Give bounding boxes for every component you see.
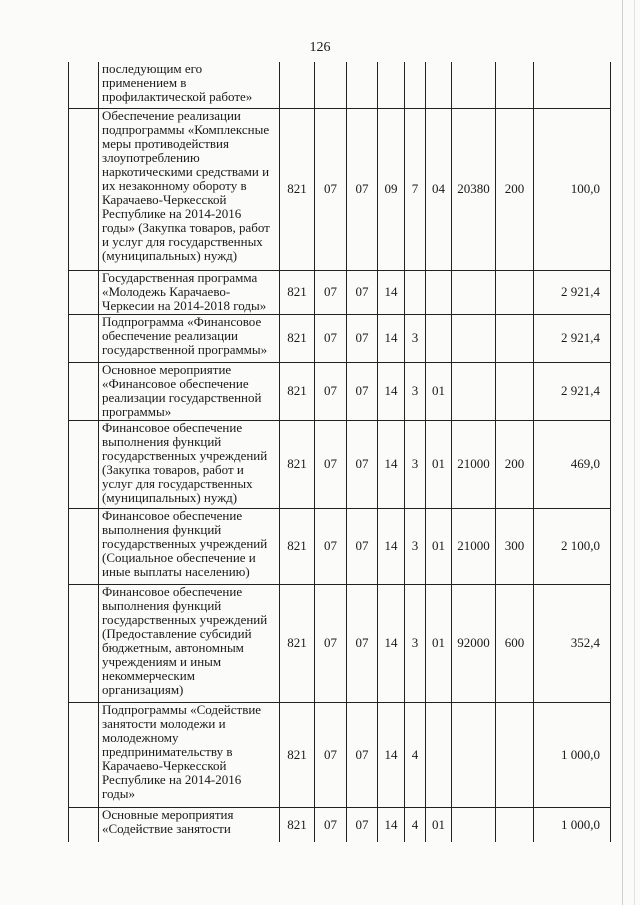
code-cell-c8 (496, 314, 534, 362)
item-name-cell: последующим его применением в профилактической работе» (99, 62, 280, 108)
code-cell-c8: 600 (496, 584, 534, 702)
code-cell-c2: 07 (315, 270, 347, 314)
item-name-cell: Основные мероприятия «Содействие занятости (99, 807, 280, 842)
code-cell-c4: 14 (378, 270, 405, 314)
amount-cell: 1 000,0 (534, 807, 611, 842)
code-cell-c5: 4 (405, 807, 426, 842)
table-row (69, 702, 611, 807)
code-cell-c2: 07 (315, 702, 347, 807)
code-cell-c4: 14 (378, 702, 405, 807)
code-cell-c7: 21000 (452, 420, 496, 508)
amount-cell: 2 921,4 (534, 362, 611, 420)
code-cell-c7: 20380 (452, 108, 496, 270)
code-cell-c2: 07 (315, 362, 347, 420)
code-cell-c2: 07 (315, 508, 347, 584)
code-cell-c5: 3 (405, 584, 426, 702)
code-cell-c3: 07 (347, 584, 378, 702)
code-cell-c6 (426, 314, 452, 362)
amount-cell (534, 62, 611, 108)
row-spacer-cell (69, 314, 99, 362)
table-row (69, 508, 611, 584)
code-cell-c4: 14 (378, 362, 405, 420)
page-number: 126 (309, 40, 331, 55)
code-cell-c6 (426, 270, 452, 314)
code-cell-c3: 07 (347, 508, 378, 584)
amount-cell: 2 921,4 (534, 314, 611, 362)
code-cell-c4 (378, 62, 405, 108)
row-spacer-cell (69, 508, 99, 584)
code-cell-c8: 200 (496, 420, 534, 508)
table-row (69, 584, 611, 702)
code-cell-c4: 14 (378, 508, 405, 584)
code-cell-c3: 07 (347, 314, 378, 362)
row-spacer-cell (69, 702, 99, 807)
code-cell-c5: 7 (405, 108, 426, 270)
code-cell-c3: 07 (347, 702, 378, 807)
code-cell-c1: 821 (280, 270, 315, 314)
code-cell-c1: 821 (280, 362, 315, 420)
code-cell-c1: 821 (280, 314, 315, 362)
row-spacer-cell (69, 108, 99, 270)
code-cell-c2: 07 (315, 108, 347, 270)
code-cell-c2: 07 (315, 420, 347, 508)
row-spacer-cell (69, 62, 99, 108)
scan-edge-line (634, 0, 635, 905)
code-cell-c4: 09 (378, 108, 405, 270)
row-spacer-cell (69, 584, 99, 702)
amount-cell: 352,4 (534, 584, 611, 702)
code-cell-c8 (496, 362, 534, 420)
code-cell-c8 (496, 270, 534, 314)
table-row (69, 270, 611, 314)
code-cell-c7 (452, 314, 496, 362)
item-name-cell: Финансовое обеспечение выполнения функций государственных учреждений (Предоставление субсидий бюджетным, автономным учреждениям и иным некоммерческим организациям) (99, 584, 280, 702)
code-cell-c3: 07 (347, 807, 378, 842)
code-cell-c6 (426, 702, 452, 807)
row-spacer-cell (69, 270, 99, 314)
amount-cell: 2 921,4 (534, 270, 611, 314)
code-cell-c3: 07 (347, 108, 378, 270)
code-cell-c5: 3 (405, 420, 426, 508)
row-spacer-cell (69, 807, 99, 842)
code-cell-c6 (426, 62, 452, 108)
code-cell-c7 (452, 807, 496, 842)
code-cell-c8 (496, 62, 534, 108)
code-cell-c5 (405, 270, 426, 314)
item-name-cell: Подпрограмма «Финансовое обеспечение реализации государственной программы» (99, 314, 280, 362)
code-cell-c5: 3 (405, 508, 426, 584)
code-cell-c5: 4 (405, 702, 426, 807)
item-name-cell: Государственная программа «Молодежь Карачаево-Черкесии на 2014-2018 годы» (99, 270, 280, 314)
code-cell-c6: 01 (426, 807, 452, 842)
code-cell-c7 (452, 362, 496, 420)
code-cell-c3: 07 (347, 270, 378, 314)
table-row (69, 420, 611, 508)
code-cell-c1: 821 (280, 420, 315, 508)
item-name-cell: Обеспечение реализации подпрограммы «Комплексные меры противодействия злоупотреблению наркотическими средствами и их незаконному обороту в Карачаево-Черкесской Республике на 2014-2016 годы» (Закупка товаров, работ и услуг для государственных (муниципальных) нужд) (99, 108, 280, 270)
code-cell-c7 (452, 270, 496, 314)
row-spacer-cell (69, 420, 99, 508)
table-row (69, 362, 611, 420)
code-cell-c8 (496, 702, 534, 807)
item-name-cell: Финансовое обеспечение выполнения функций государственных учреждений (Закупка товаров, работ и услуг для государственных (муниципальных) нужд) (99, 420, 280, 508)
code-cell-c7: 21000 (452, 508, 496, 584)
item-name-cell: Основное мероприятие «Финансовое обеспечение реализации государственной программы» (99, 362, 280, 420)
code-cell-c8 (496, 807, 534, 842)
code-cell-c8: 200 (496, 108, 534, 270)
table-row (69, 314, 611, 362)
amount-cell: 100,0 (534, 108, 611, 270)
amount-cell: 2 100,0 (534, 508, 611, 584)
code-cell-c3 (347, 62, 378, 108)
code-cell-c4: 14 (378, 420, 405, 508)
code-cell-c1: 821 (280, 108, 315, 270)
table-row (69, 807, 611, 842)
code-cell-c1 (280, 62, 315, 108)
code-cell-c4: 14 (378, 584, 405, 702)
code-cell-c5 (405, 62, 426, 108)
code-cell-c2: 07 (315, 584, 347, 702)
code-cell-c3: 07 (347, 420, 378, 508)
code-cell-c7 (452, 62, 496, 108)
row-spacer-cell (69, 362, 99, 420)
code-cell-c3: 07 (347, 362, 378, 420)
code-cell-c6: 01 (426, 584, 452, 702)
code-cell-c5: 3 (405, 362, 426, 420)
code-cell-c1: 821 (280, 702, 315, 807)
budget-table (68, 62, 611, 842)
code-cell-c4: 14 (378, 807, 405, 842)
code-cell-c8: 300 (496, 508, 534, 584)
code-cell-c6: 01 (426, 420, 452, 508)
table-row (69, 62, 611, 108)
code-cell-c1: 821 (280, 508, 315, 584)
code-cell-c6: 01 (426, 362, 452, 420)
code-cell-c1: 821 (280, 807, 315, 842)
code-cell-c7: 92000 (452, 584, 496, 702)
item-name-cell: Финансовое обеспечение выполнения функций государственных учреждений (Социальное обеспечение и иные выплаты населению) (99, 508, 280, 584)
code-cell-c1: 821 (280, 584, 315, 702)
code-cell-c2: 07 (315, 314, 347, 362)
scan-edge-line (622, 0, 623, 905)
amount-cell: 469,0 (534, 420, 611, 508)
code-cell-c7 (452, 702, 496, 807)
amount-cell: 1 000,0 (534, 702, 611, 807)
code-cell-c2 (315, 62, 347, 108)
code-cell-c6: 04 (426, 108, 452, 270)
item-name-cell: Подпрограммы «Содействие занятости молодежи и молодежному предпринимательству в Карачаево-Черкесской Республике на 2014-2016 годы» (99, 702, 280, 807)
code-cell-c4: 14 (378, 314, 405, 362)
table-row (69, 108, 611, 270)
code-cell-c6: 01 (426, 508, 452, 584)
code-cell-c5: 3 (405, 314, 426, 362)
code-cell-c2: 07 (315, 807, 347, 842)
